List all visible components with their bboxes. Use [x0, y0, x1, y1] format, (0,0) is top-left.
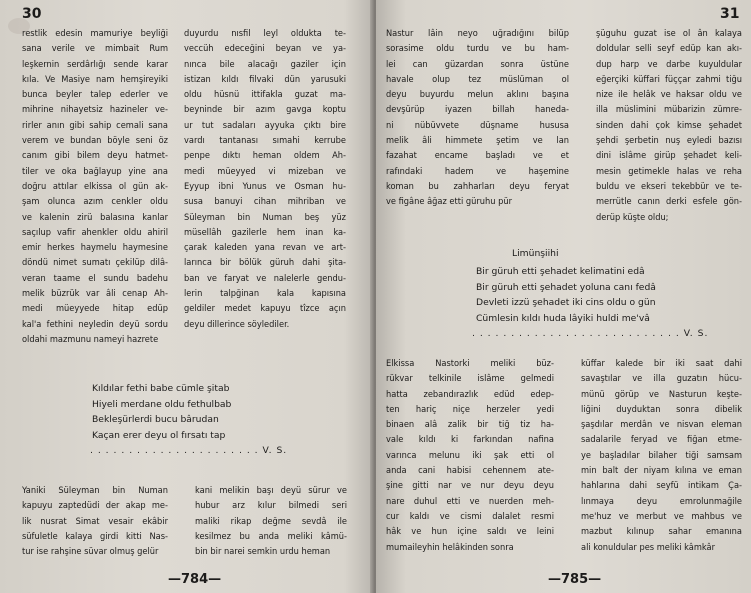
folio-number: —785— [548, 572, 602, 587]
text-line: illa müslimini mübarizin zümre- [596, 104, 742, 116]
text-line: ban ve faryat ve nalelerle gendu- [184, 272, 346, 284]
text-line: lei can güzardan sonra üstüne [386, 58, 569, 70]
text-line: varınca melunu iki şak etti ol [386, 449, 554, 461]
text-line: kıla. Ve Masiye nam hemşireyiki [22, 73, 168, 85]
text-line: cur kaldı ve cismi dalalet resmi [386, 510, 554, 522]
text-line: canım gibi bilem deyu hatmet- [22, 150, 168, 162]
verse-signature [90, 443, 287, 459]
text-line: küffar kalede bir iki saat dahi [581, 358, 742, 369]
text-line: geldiler medet kapuyu tîzce açın [184, 303, 346, 315]
text-column-3 [22, 483, 168, 559]
text-line: vardı tantanası sımahi kerrube [184, 135, 346, 147]
verse-line: Kaçan erer deyu ol fırsatı tap [92, 429, 226, 441]
text-line: maliki rikap değme sevdâ ile [195, 515, 347, 527]
text-line: mumaileyhin helâkinden sonra [386, 541, 514, 553]
text-line: oldahi mazmunu nameyi hazrete [22, 333, 159, 345]
text-line: ali konuldular pes meliki kâmkâr [581, 541, 715, 553]
text-line: Eyyup ibni Yunus ve Osman hu- [184, 180, 346, 192]
verse-line: Cümlesin kıldı huda lâyiki huldi me'vâ [476, 312, 650, 324]
text-line: restlik edesin mamuriye beyliği [22, 28, 168, 39]
right-page [376, 0, 751, 593]
text-line: lerin talpğinan kala kapısına [184, 288, 346, 300]
text-line: süfuletle kalaya girdi kitti Nas- [22, 530, 168, 542]
verse-line: Bir güruh etti şehadet yoluna canı fedâ [476, 281, 656, 293]
text-line: vale kıldı ki farkından nafina [386, 434, 554, 446]
text-column-2 [184, 26, 346, 332]
text-line: merrütle canın derki esfele gön- [596, 196, 742, 208]
text-line: mesin getimekle halas ve reha [596, 165, 742, 177]
text-line: hâk ve hun içine saldı ve leini [386, 526, 554, 538]
text-line: çarak kaleden yana revan ve art- [184, 242, 346, 254]
text-line: penpe dıktı heman oldem Ah- [184, 150, 346, 162]
text-line: derüp küşte oldu; [596, 211, 669, 223]
text-line: deyu buyurdu melun aklını başına [386, 89, 569, 101]
text-column-4 [195, 483, 347, 559]
text-line: oldu hüsnü ittifakla guzat ma- [184, 89, 346, 101]
text-line: emir herkes haymelu haymesine [22, 242, 168, 254]
text-line: şüguhu guzat ise ol ân kalaya [596, 28, 742, 39]
verse-line: Hiyeli merdane oldu fethulbab [92, 398, 232, 410]
text-column-1 [386, 26, 569, 210]
text-column-4 [581, 356, 742, 555]
text-line: susa banuyi cihan mihriban ve [184, 196, 346, 208]
text-line: ve figâne âğaz etti güruhu pür [386, 196, 513, 208]
text-line: kesilmez bu anda meliki kâmü- [195, 530, 347, 542]
text-line: liğini duyduktan sonra dibelik [581, 403, 742, 415]
text-line: koman bu zahharları deyu feryat [386, 180, 569, 192]
left-page [0, 0, 374, 593]
text-line: bunca beyler talep ederler ve [22, 89, 168, 101]
text-line: ur tut sadaları ayyuka çıktı bire [184, 119, 346, 131]
text-line: dup harp ve darbe kuyuldular [596, 58, 742, 70]
verse-title-block [512, 246, 559, 262]
verse-attribution: . . . . . . . . . . . . . . . . . . . . . . V. S. [90, 445, 288, 456]
text-line: ye başladılar bilaher tiği samsam [581, 449, 742, 461]
text-line: lik nusrat Simat vesair ekâbir [22, 515, 168, 527]
text-line: devşürüp iyazen billah haneda- [386, 104, 569, 116]
text-column-1 [22, 26, 168, 347]
text-line: min balt der niyam kılına ve eman [581, 465, 742, 477]
verse-line: Bekleşürlerdi bucu bârudan [92, 414, 219, 425]
text-line: hubur arz kılur bilmedi seri [195, 500, 347, 512]
text-line: sinden dahi çok kimse şehadet [596, 119, 742, 131]
text-line: beyninde bir azım gavga koptu [184, 104, 346, 116]
text-line: doğru attılar elkissa ol gün ak- [22, 180, 168, 192]
text-line: duyurdu nısfil leyl oldukta te- [184, 28, 346, 39]
text-line: sorasime oldu turdu ve bu ham- [386, 43, 569, 55]
text-line: Yaniki Süleyman bin Numan [22, 485, 168, 496]
text-line: saçılup vafir ahenkler oldu ahiril [22, 226, 168, 238]
text-line: nize ile helâk ve haksar oldu ve [596, 89, 742, 101]
text-line: şehdi şerbetin nuş eyledi bazısı [596, 135, 742, 147]
text-line: kal'a fethini neyledin deyü sordu [22, 318, 168, 330]
text-line: ni nübüvvete düşname hususa [386, 119, 569, 131]
text-line: hatta zebandırazlık edüd edep- [386, 388, 554, 400]
verse-block [476, 264, 656, 326]
text-line: ten hariç niçe herzeler yedi [386, 403, 554, 415]
text-line: hahlarına dahi seyfü intikam Ça- [581, 480, 742, 492]
text-line: müsellâh gazilerle hem inan ka- [184, 226, 346, 238]
text-line: şam olunca azım cenkler oldu [22, 196, 168, 208]
text-line: me'huz ve merbut ve mahbus ve [581, 510, 742, 522]
verse-signature [472, 326, 708, 342]
text-line: fazahat encame başladı ve et [386, 150, 569, 162]
text-line: istizan kıldı filvaki dün yarusuki [184, 73, 346, 85]
text-line: Süleyman bin Numan beş yüz [184, 211, 346, 223]
verse-attribution: . . . . . . . . . . . . . . . . . . . . . . . . . . . V. S. [472, 328, 709, 339]
text-line: binaen alâ zalik bir tiğ tiz ha- [386, 419, 554, 431]
verse-title: Limünşiihi [512, 248, 559, 259]
page-number: 30 [22, 6, 42, 22]
verse-block [92, 381, 231, 443]
text-line: ve kalenin zirü balasına kanlar [22, 211, 168, 223]
text-line: kani melikin başı deyü sürur ve [195, 485, 347, 496]
text-column-3 [386, 356, 554, 555]
text-line: eğerçiki küffari füççar zahmi tiğu [596, 73, 742, 85]
text-line: doldular selli seyf edüp kan akı- [596, 43, 742, 55]
text-line: melik büzrük var âli cenap Ah- [22, 288, 168, 300]
text-line: rükvar telkinile islâme gelmedi [386, 373, 554, 385]
text-line: leşkernin serdârlığı sende karar [22, 58, 168, 70]
text-line: tiler ve oka bağlayup yine ana [22, 165, 168, 177]
text-line: medi müeyyede hitap edüp [22, 303, 168, 315]
folio-number: —784— [168, 572, 222, 587]
text-line: nınca bile alacağı gaziler için [184, 58, 346, 70]
text-line: buldu ve ekseri tekebbür ve te- [596, 180, 742, 192]
verse-line: Devleti izzü şehadet iki cins oldu o gün [476, 297, 656, 308]
text-line: bin bir narei semkin urdu heman [195, 546, 331, 558]
text-line: rafındaki hadem ve haşemine [386, 165, 569, 177]
text-line: Elkissa Nastorki meliki büz- [386, 358, 554, 369]
text-line: lınmaya deyu emrolunmağile [581, 495, 742, 507]
text-line: nare duhul etti ve nuerden meh- [386, 495, 554, 507]
text-line: münü görüp ve Nasturun keşte- [581, 388, 742, 400]
text-line: anda cani habisi cehennem ate- [386, 465, 554, 477]
text-line: veccüh edeceğini beyan ve ya- [184, 43, 346, 55]
text-line: savaştılar ve illa guzatın hücu- [581, 373, 742, 385]
text-line: dini islâme girüp şehadet keli- [596, 150, 742, 162]
text-line: verem ve bundan böyle seni öz [22, 135, 168, 147]
text-line: rirler anın gibi sahip cemali sana [22, 119, 168, 131]
text-line: larınca bir bölük güruh dahi şita- [184, 257, 346, 269]
text-line: sana verile ve mimbait Rum [22, 43, 168, 55]
text-column-2 [596, 26, 742, 225]
text-line: kapuyu zaptedüdi der akap me- [22, 500, 168, 512]
text-line: deyu dillerince söylediler. [184, 318, 290, 330]
verse-line: Kıldılar fethi babe cümle şitab [92, 383, 230, 394]
text-line: mihrine nihayetsiz hazineler ve- [22, 104, 168, 116]
text-line: şine gitti nar ve nur deyu deyu [386, 480, 554, 492]
text-line: medi müeyyed vi mizeban ve [184, 165, 346, 177]
text-line: Nastur lâin neyo uğradığını bilüp [386, 28, 569, 39]
text-line: şaşdılar merdân ve nisvan eleman [581, 419, 742, 431]
verse-line: Bir güruh etti şehadet kelimatini edâ [476, 266, 645, 277]
text-line: veran taame el sundu badehu [22, 272, 168, 284]
page-number: 31 [720, 6, 740, 22]
text-line: melik âli himmete şetim ve lan [386, 135, 569, 147]
text-line: havale olup tez müslüman ol [386, 73, 569, 85]
text-line: döndü nimet sumatı çekilüp dilâ- [22, 257, 168, 269]
text-line: mazbut kılınup sahar emanına [581, 526, 742, 538]
text-line: sadalarile feryad ve fiğan etme- [581, 434, 742, 446]
text-line: tur ise rahşine süvar olmuş gelür [22, 546, 159, 558]
